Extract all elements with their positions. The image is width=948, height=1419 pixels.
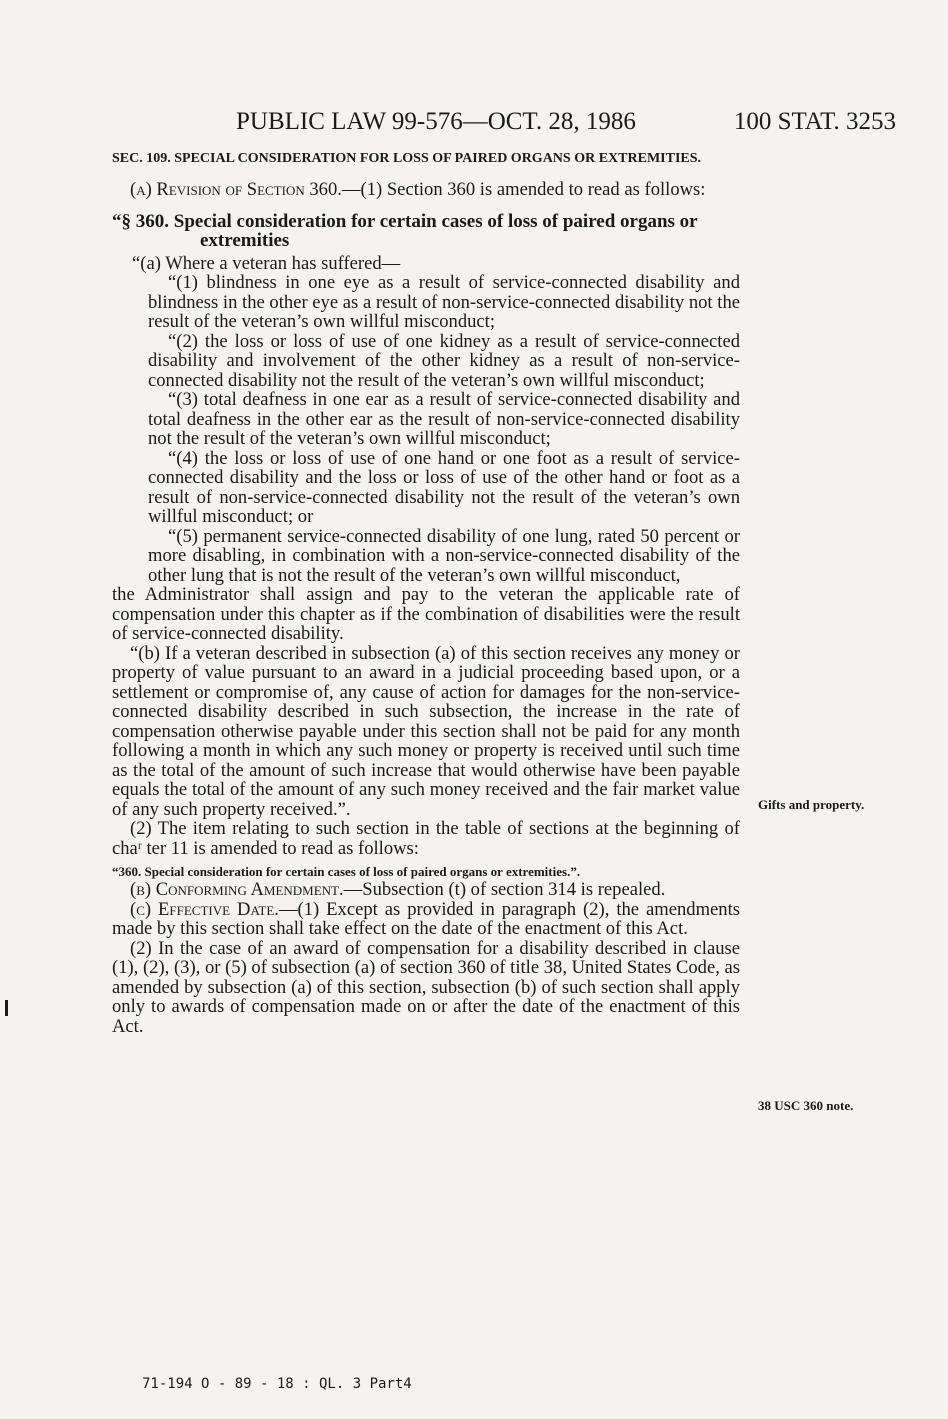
table-of-sections-entry: “360. Special consideration for certain cases of loss of paired organs or extremities.”. (112, 864, 581, 879)
effective-text: —(1) Except as provided in paragraph (2), the amendments made by this section shall take effect on the date of the enactment of this Act. (112, 898, 740, 939)
effective-date (112, 900, 740, 939)
revision-label: (a) Revision of Section (130, 179, 305, 200)
subsection-a-close: the Administrator shall assign and pay to the veteran the applicable rate of compensation under this chapter as if the combination of disabilities were the result of service-connected disability. (112, 584, 740, 644)
margin-note-gifts: Gifts and property. (758, 797, 865, 812)
clause-4: “(4) the loss or loss of use of one hand or one foot as a result of service-connected disability and the loss or loss of use of the other hand or foot as a result of non-service-connected disability not the result of the veteran’s own willful misconduct; or (148, 447, 740, 527)
section-heading: SEC. 109. SPECIAL CONSIDERATION FOR LOSS OF PAIRED ORGANS OR EXTREMITIES. (112, 151, 702, 166)
header-title: PUBLIC LAW 99-576—OCT. 28, 1986 (236, 108, 636, 135)
clause-3: “(3) total deafness in one ear as a result of service-connected disability and total deafness in the other ear as the result of non-service-connected disability not the result of the veteran’s own willful misconduct; (148, 389, 740, 449)
subsection-b: “(b) If a veteran described in subsection (a) of this section receives any money or property of value pursuant to an award in a judicial proceeding based upon, or a settlement or compromise of, any cause of action for damages for the non-service-connected disability described in such subsection, the increase in the rate of compensation otherwise payable under this section shall not be paid for any month following a month in which any such money or property is received until such time as the total of the amount of such increase that would otherwise have been payable equals the total of the amount of any such money received and the fair market value of any such property received.”. (112, 642, 740, 820)
clause-5: “(5) permanent service-connected disability of one lung, rated 50 percent or more disabling, in combination with a non-service-connected disability of the other lung that is not the result of the veteran’s own willful misconduct, (148, 525, 740, 586)
effective-date-paragraph-2: (2) In the case of an award of compensation for a disability described in clause (1), (2), (3), or (5) of subsection (a) of section 360 of title 38, United States Code, as amended by subsection (a) of this section, subsection (b) of such section shall apply only to awards of compensation made on or after the date of the enactment of this Act. (112, 937, 740, 1037)
paragraph-2: (2) The item relating to such section in the table of sections at the beginning of chaʳ ter 11 is amended to read as follows: (112, 818, 740, 859)
revision-paragraph (112, 180, 740, 200)
conforming-text: —Subsection (t) of section 314 is repealed. (343, 879, 666, 900)
clause-1: “(1) blindness in one eye as a result of service-connected disability and blindness in the other eye as a result of non-service-connected disability not the result of the veteran’s own willful misconduct; (148, 272, 740, 332)
conforming-amendment (112, 880, 740, 900)
subsection-a-intro: “(a) Where a veteran has suffered— (132, 252, 401, 274)
document-body (112, 150, 740, 1036)
page-header (236, 104, 896, 140)
effective-label: (c) Effective Date. (130, 898, 279, 920)
revision-text: 360.—(1) Section 360 is amended to read as follows: (304, 179, 706, 200)
header-stat-citation: 100 STAT. 3253 (733, 108, 896, 135)
scan-edge-mark (5, 1000, 8, 1016)
printer-footer: 71-194 O - 89 - 18 : QL. 3 Part4 (142, 1376, 412, 1392)
conforming-label: (b) Conforming Amendment. (130, 879, 344, 900)
clause-2: “(2) the loss or loss of use of one kidney as a result of service-connected disability and involvement of the other kidney as a result of non-service-connected disability not the result of the veteran’s own willful misconduct; (148, 330, 740, 391)
margin-note-usc: 38 USC 360 note. (758, 1098, 854, 1113)
section-360-title: “§ 360. Special consideration for certain cases of loss of paired organs or extremities (112, 210, 698, 251)
